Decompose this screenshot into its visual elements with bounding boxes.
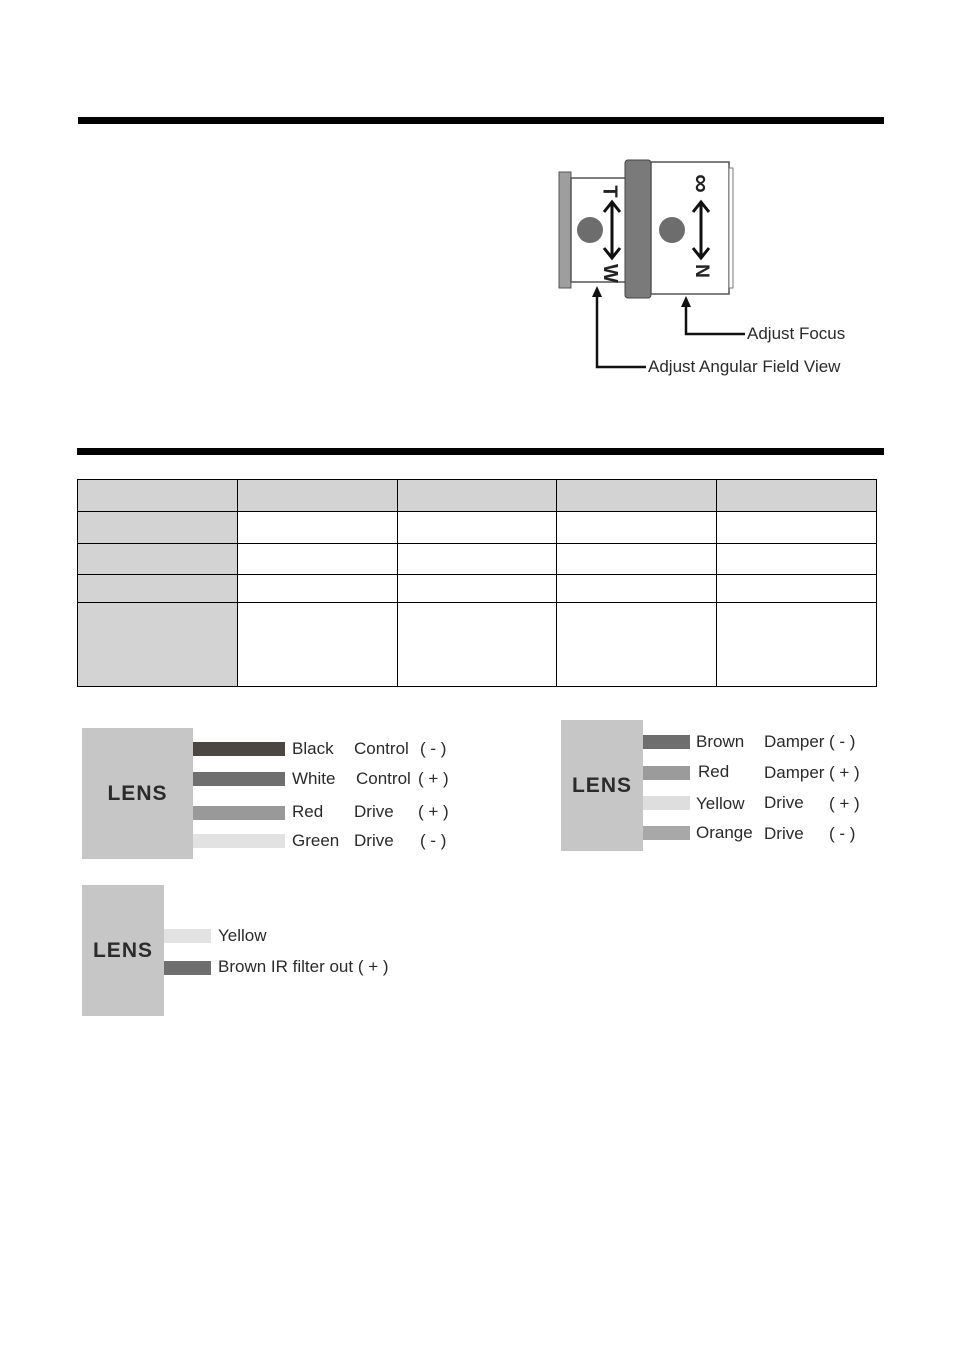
wiring-diagram-iris: [82, 728, 462, 860]
wire-red: [643, 766, 690, 780]
table-cell: [397, 544, 557, 575]
wire-color-label: Yellow: [696, 794, 745, 813]
wire-color-label: White: [292, 769, 336, 788]
table-cell: [78, 512, 238, 544]
lens-box: LENS: [82, 885, 164, 1016]
table-cell: [78, 603, 238, 687]
wire-function-label: Control: [354, 739, 409, 758]
lens-adjustment-figure: [550, 150, 870, 390]
wire-red: [193, 806, 285, 820]
wire-green: [193, 834, 285, 848]
adjust-focus-label: Adjust Focus: [747, 324, 846, 343]
spec-table: [77, 479, 877, 687]
table-cell: [78, 480, 238, 512]
wire-color-label: Green: [292, 831, 340, 850]
table-cell: [717, 575, 877, 603]
table-cell: [237, 603, 397, 687]
wire-orange: [643, 826, 690, 840]
wire-polarity-label: ( + ): [829, 763, 860, 782]
wire-color-label: Orange: [696, 823, 753, 842]
lens-box: LENS: [82, 728, 193, 859]
table-cell: [78, 544, 238, 575]
table-cell: [397, 575, 557, 603]
wire-function-label: Control: [356, 769, 411, 788]
table-row: [78, 480, 877, 512]
wire-function-label: Drive: [764, 793, 804, 812]
zoom-knob: [577, 217, 603, 243]
wire-polarity-label: ( - ): [420, 831, 447, 850]
tele-mark: T: [598, 185, 621, 198]
wire-function-label: Damper: [764, 732, 825, 751]
table-cell: [237, 512, 397, 544]
wire-brown: [643, 735, 690, 749]
table-cell: [717, 603, 877, 687]
table-cell: [397, 512, 557, 544]
wide-mark: W: [598, 264, 621, 283]
table-cell: [717, 512, 877, 544]
focus-knob: [659, 217, 685, 243]
top-rule: [78, 117, 884, 124]
table-cell: [557, 603, 717, 687]
wire-function-label: Drive: [354, 831, 394, 850]
table-row: [78, 544, 877, 575]
table-cell: [557, 575, 717, 603]
wire-black: [193, 742, 285, 756]
wire-function-label: Drive: [354, 802, 394, 821]
wire-color-label: Brown: [696, 732, 745, 751]
wire-color-label: Red: [698, 762, 730, 781]
wire-polarity-label: ( - ): [829, 732, 856, 751]
table-cell: [557, 544, 717, 575]
wire-polarity-label: ( + ): [829, 794, 860, 813]
wire-function-label: Drive: [764, 824, 804, 843]
wire-color-label: Black: [292, 739, 334, 758]
table-cell: [397, 603, 557, 687]
wire-polarity-label: ( + ): [418, 769, 449, 788]
wire-function-label: Damper: [764, 763, 825, 782]
table-cell: [717, 544, 877, 575]
section-rule: [77, 448, 884, 455]
near-mark: N: [690, 264, 712, 278]
wire-polarity-label: ( - ): [420, 739, 447, 758]
table-cell: [237, 480, 397, 512]
table-cell: [397, 480, 557, 512]
wire-white: [193, 772, 285, 786]
lens-box: LENS: [561, 720, 643, 851]
table-cell: [557, 480, 717, 512]
wire-label: Brown IR filter out ( + ): [218, 957, 389, 976]
table-cell: [78, 575, 238, 603]
infinity-mark: ∞: [686, 174, 717, 193]
wire-color-label: Red: [292, 802, 324, 821]
wire-polarity-label: ( - ): [829, 824, 856, 843]
table-row: [78, 512, 877, 544]
wiring-diagram-ir-filter: [82, 885, 412, 1017]
wire-label: Yellow: [218, 926, 267, 945]
table-cell: [717, 480, 877, 512]
wire-polarity-label: ( + ): [418, 802, 449, 821]
wire-brown: [164, 961, 211, 975]
table-cell: [237, 575, 397, 603]
table-row: [78, 603, 877, 687]
table-cell: [237, 544, 397, 575]
table-cell: [557, 512, 717, 544]
wire-yellow: [164, 929, 211, 943]
wire-yellow: [643, 796, 690, 810]
table-row: [78, 575, 877, 603]
wiring-diagram-damper: [561, 720, 871, 852]
adjust-angular-label: Adjust Angular Field View: [648, 357, 841, 376]
